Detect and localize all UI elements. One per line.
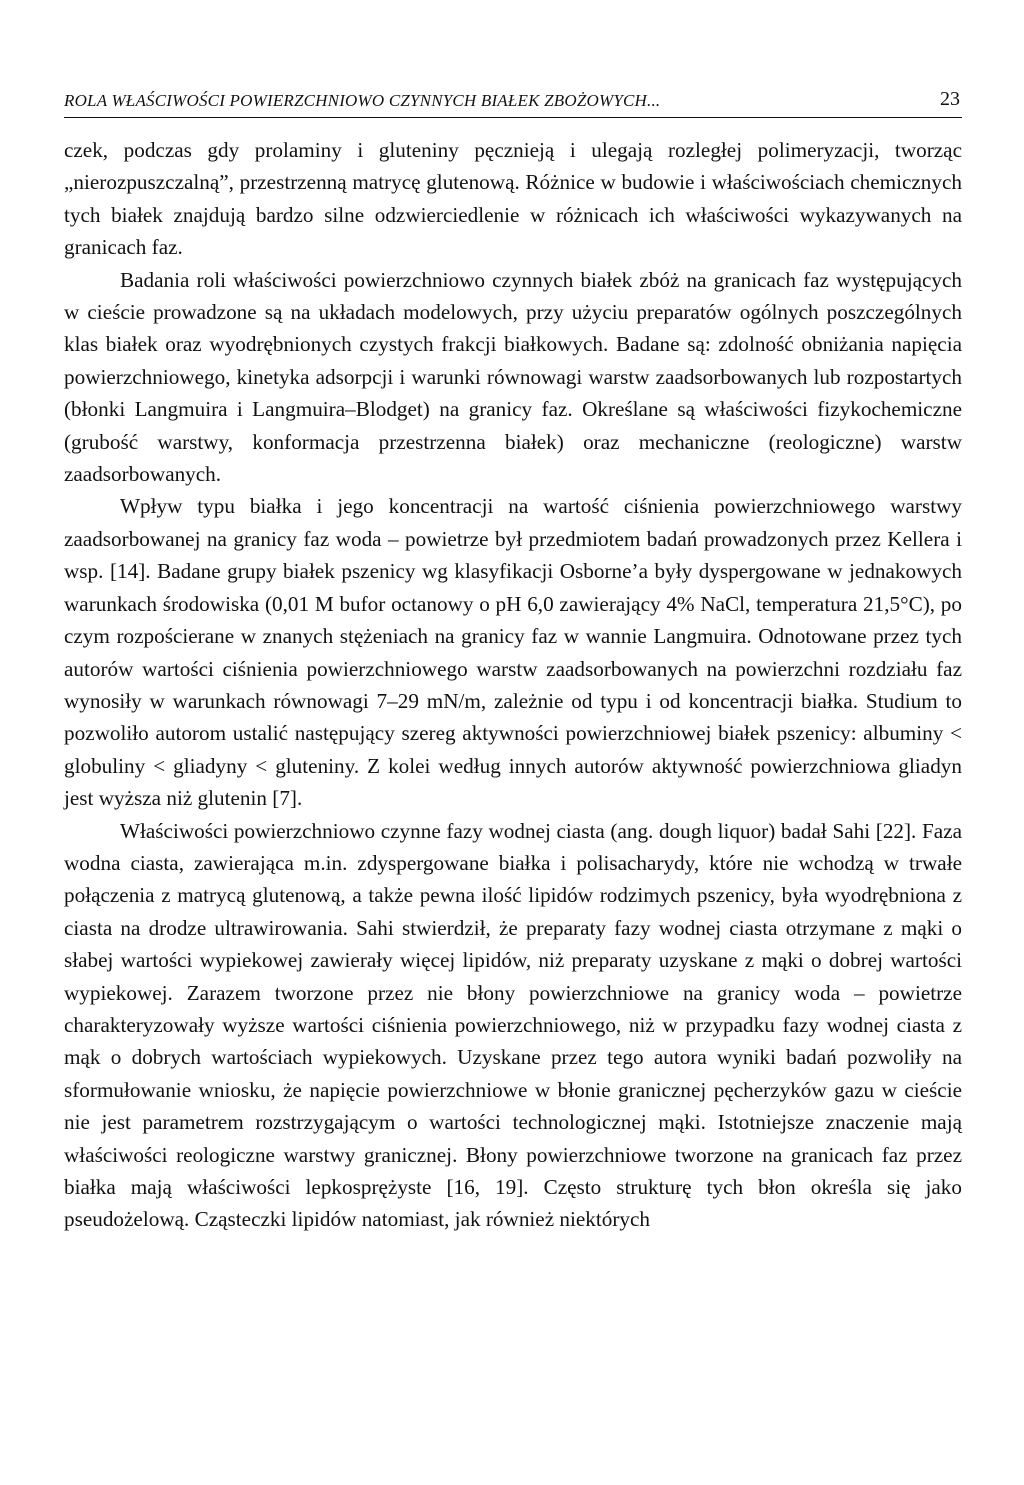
paragraph-continued: czek, podczas gdy prolaminy i gluteniny pęcznieją i ulegają rozległej polimeryzacji, tworząc „nierozpuszczalną”, przestrzenną matrycę glutenową. Różnice w budowie i właściwościach chemicznych tych białek znajdują bardzo silne odzwierciedlenie w różnicach ich właściwości wykazywanych na granicach faz. — [64, 138, 962, 260]
running-header — [64, 88, 962, 118]
body-text — [64, 134, 962, 1236]
paragraph: Badania roli właściwości powierzchniowo czynnych białek zbóż na granicach faz występujących w cieście prowadzone są na układach modelowych, przy użyciu preparatów ogólnych poszczególnych klas białek oraz wyodrębnionych czystych frakcji białkowych. Badane są: zdolność obniżania napięcia powierzchniowego, kinetyka adsorpcji i warunki równowagi warstw zaadsorbowanych lub rozpostartych (błonki Langmuira i Langmuira–Blodget) na granicy faz. Określane są właściwości fizykochemiczne (grubość warstwy, konformacja przestrzenna białek) oraz mechaniczne (reologiczne) warstw zaadsorbowanych. — [64, 267, 962, 487]
page-number: 23 — [940, 88, 960, 110]
running-title: ROLA WŁAŚCIWOŚCI POWIERZCHNIOWO CZYNNYCH BIAŁEK ZBOŻOWYCH... — [64, 91, 661, 110]
paragraph: Właściwości powierzchniowo czynne fazy wodnej ciasta (ang. dough liquor) badał Sahi [22]. Faza wodna ciasta, zawierająca m.in. zdyspergowane białka i polisacharydy, które nie wchodzą w trwałe połączenia z matrycą glutenową, a także pewna ilość lipidów rodzimych pszenicy, była wyodrębniona z ciasta na drodze ultrawirowania. Sahi stwierdził, że preparaty fazy wodnej ciasta otrzymane z mąki o słabej wartości wypiekowej zawierały więcej lipidów, niż preparaty uzyskane z mąki o dobrej wartości wypiekowej. Zarazem tworzone przez nie błony powierzchniowe na granicy woda – powietrze charakteryzowały wyższe wartości ciśnienia powierzchniowego, niż w przypadku fazy wodnej ciasta z mąk o dobrych wartościach wypiekowych. Uzyskane przez tego autora wyniki badań pozwoliły na sformułowanie wniosku, że napięcie powierzchniowe w błonie granicznej pęcherzyków gazu w cieście nie jest parametrem rozstrzygającym o wartości technologicznej mąki. Istotniejsze znaczenie mają właściwości reologiczne warstwy granicznej. Błony powierzchniowe tworzone na granicach faz przez białka mają właściwości lepkosprężyste [16, 19]. Często strukturę tych błon określa się jako pseudożelową. Cząsteczki lipidów natomiast, jak również niektórych — [64, 818, 962, 1232]
paragraph: Wpływ typu białka i jego koncentracji na wartość ciśnienia powierzchniowego warstwy zaadsorbowanej na granicy faz woda – powietrze był przedmiotem badań prowadzonych przez Kellera i wsp. [14]. Badane grupy białek pszenicy wg klasyfikacji Osborne’a były dyspergowane w jednakowych warunkach środowiska (0,01 M bufor octanowy o pH 6,0 zawierający 4% NaCl, temperatura 21,5°C), po czym rozpościerane w znanych stężeniach na granicy faz w wannie Langmuira. Odnotowane przez tych autorów wartości ciśnienia powierzchniowego warstw zaadsorbowanych na powierzchni rozdziału faz wynosiły w warunkach równowagi 7–29 mN/m, zależnie od typu i od koncentracji białka. Studium to pozwoliło autorom ustalić następujący szereg aktywności powierzchniowej białek pszenicy: albuminy < globuliny < gliadyny < gluteniny. Z kolei według innych autorów aktywność powierzchniowa gliadyn jest wyższa niż glutenin [7]. — [64, 494, 962, 811]
journal-page — [64, 88, 962, 1236]
